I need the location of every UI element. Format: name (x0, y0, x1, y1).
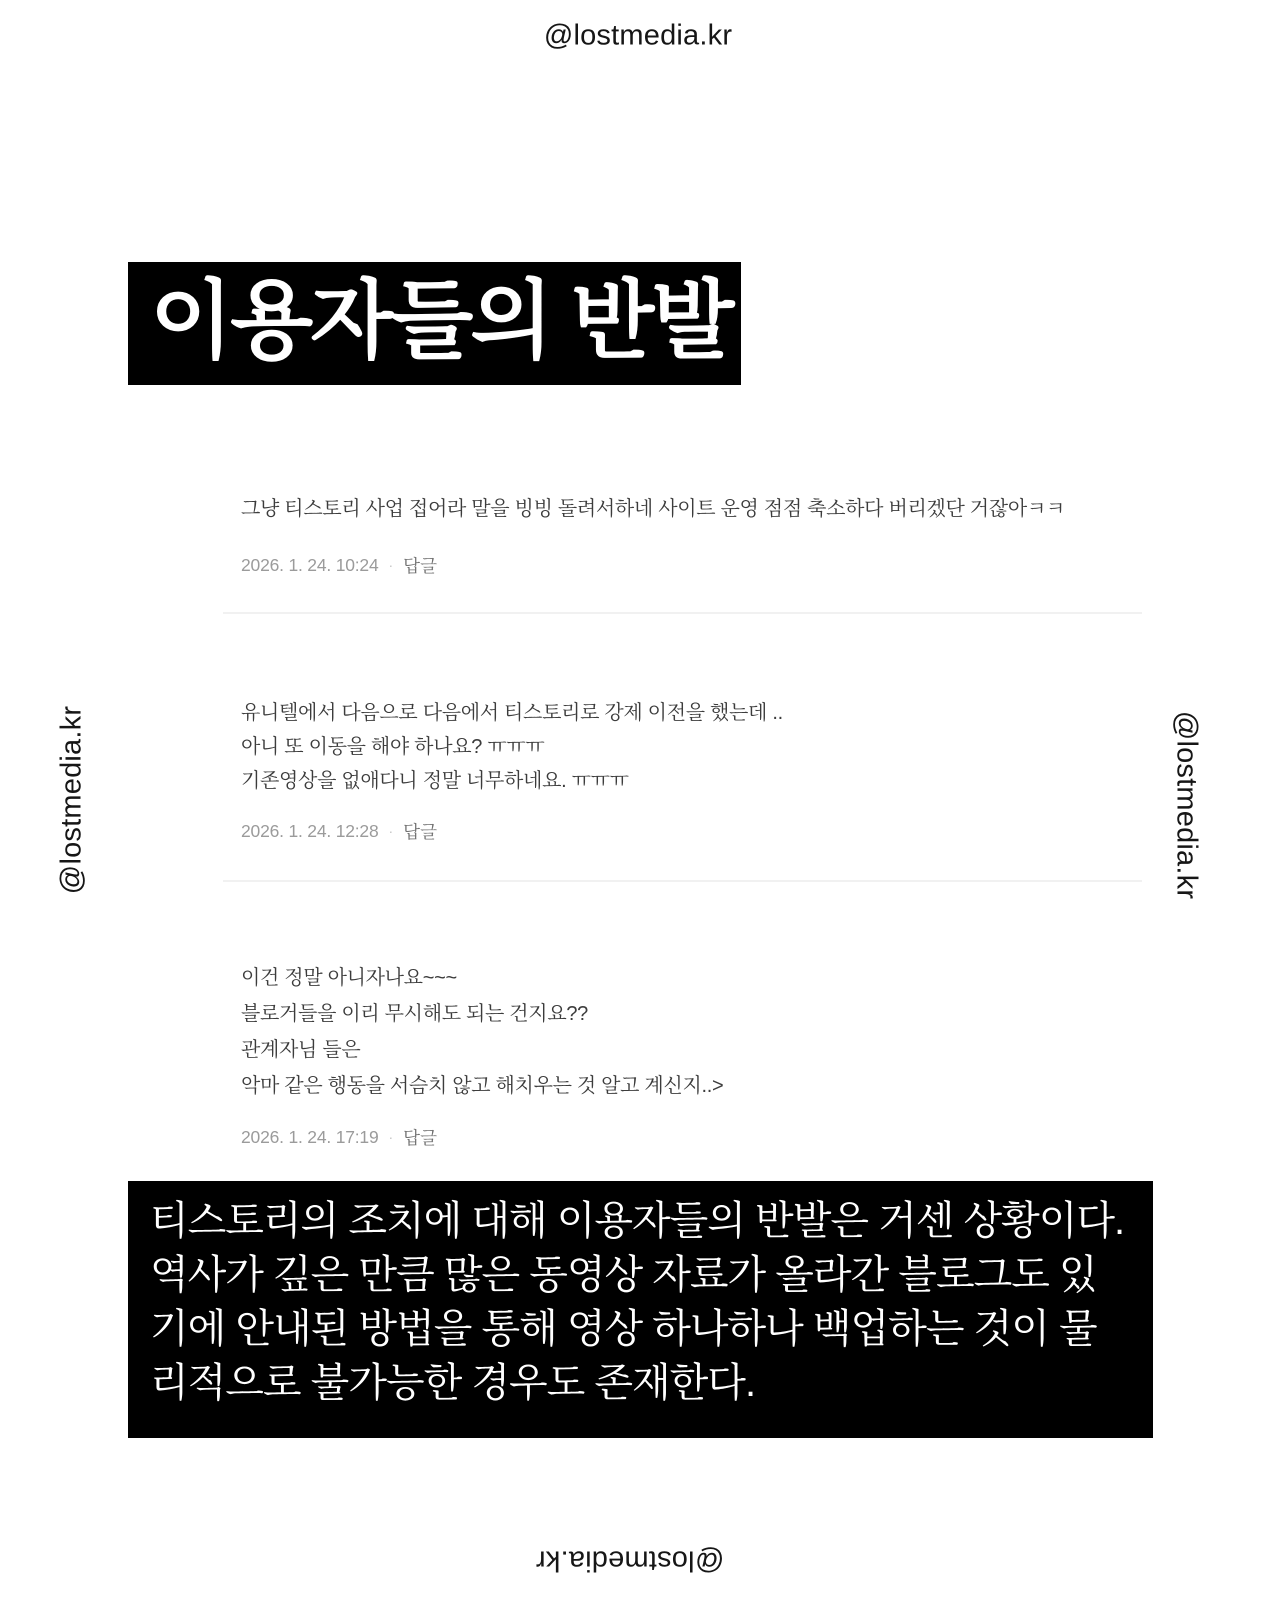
page-title: 이용자들의 반발 (150, 272, 732, 369)
comment-3-timestamp: 2026. 1. 24. 17:19 (241, 1126, 379, 1147)
comment-3-line: 이건 정말 아니자나요~~~ (241, 967, 457, 989)
comment-1-timestamp: 2026. 1. 24. 10:24 (241, 554, 379, 575)
comment-3 (241, 960, 1141, 1104)
comment-divider-1 (223, 612, 1142, 614)
comment-2 (241, 696, 1141, 798)
comment-3-reply-button[interactable]: 답글 (403, 1127, 437, 1148)
comment-divider-2 (223, 880, 1142, 882)
comment-2-meta (241, 819, 437, 843)
title-banner (128, 262, 741, 385)
comment-2-line: 기존영상을 없애다니 정말 너무하네요. ㅠㅠㅠ (241, 770, 629, 792)
meta-separator: · (388, 1129, 394, 1145)
comment-1-meta (241, 553, 437, 577)
meta-separator: · (388, 557, 394, 573)
comment-2-line: 아니 또 이동을 해야 하나요? ㅠㅠㅠ (241, 736, 545, 758)
comment-2-timestamp: 2026. 1. 24. 12:28 (241, 820, 379, 841)
comment-1 (241, 492, 1141, 527)
comment-2-reply-button[interactable]: 답글 (403, 821, 437, 842)
comment-1-reply-button[interactable]: 답글 (403, 555, 437, 576)
watermark-left: @lostmedia.kr (55, 705, 88, 895)
comment-3-meta (241, 1125, 437, 1149)
comment-1-line: 그냥 티스토리 사업 접어라 말을 빙빙 돌려서하네 사이트 운영 점점 축소하다 버리겠단 거잖아ㅋㅋ (241, 498, 1065, 520)
watermark-top: @lostmedia.kr (543, 19, 733, 52)
summary-text: 티스토리의 조치에 대해 이용자들의 반발은 거센 상황이다. 역사가 깊은 만큼 많은 동영상 자료가 올라간 블로그도 있기에 안내된 방법을 통해 영상 하나하나 백업하는 것이 물리적으로 불가능한 경우도 존재한다. (150, 1199, 1125, 1405)
watermark-bottom: @lostmedia.kr (535, 1544, 725, 1577)
summary-box (128, 1181, 1153, 1438)
comment-3-line: 블로거들을 이리 무시해도 되는 건지요?? (241, 1003, 588, 1025)
comment-2-line: 유니텔에서 다음으로 다음에서 티스토리로 강제 이전을 했는데 .. (241, 702, 783, 724)
watermark-right: @lostmedia.kr (1170, 710, 1203, 900)
comment-3-line: 악마 같은 행동을 서슴치 않고 해치우는 것 알고 계신지..> (241, 1075, 724, 1097)
comment-3-line: 관계자님 들은 (241, 1039, 361, 1061)
meta-separator: · (388, 823, 394, 839)
